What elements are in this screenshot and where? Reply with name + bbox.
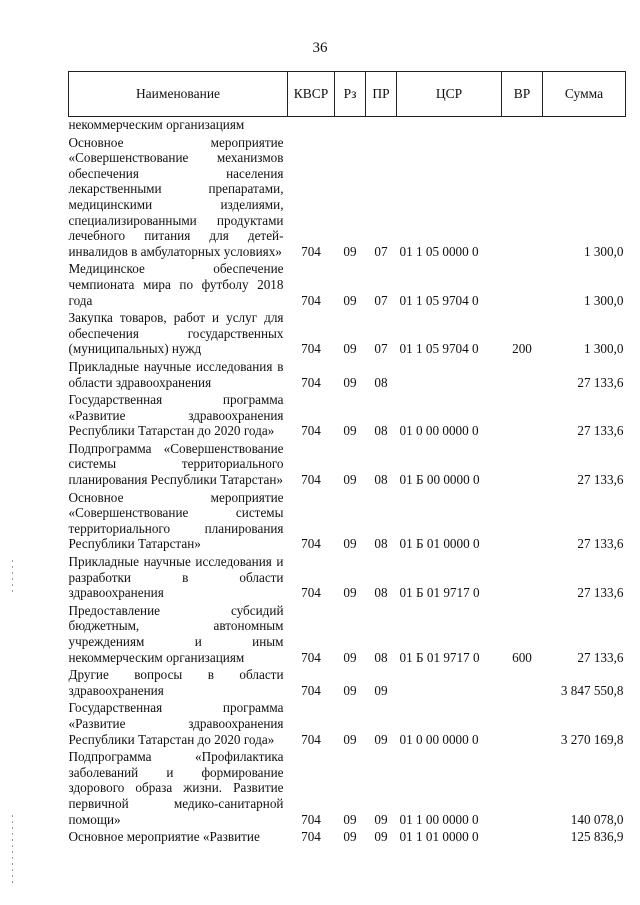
cell-kvsr: 704 [301,472,321,488]
cell-pr: 07 [374,292,388,308]
cell-vr [502,552,543,601]
cell-name: Медицинское обеспечение чемпионата мира по футболу 2018 года [68,261,284,308]
table-row [69,488,626,552]
cell-csr [397,357,502,390]
table-row [69,133,626,260]
cell-csr: 01 1 01 0000 0 [399,829,479,845]
cell-rz: 09 [343,649,357,665]
cell-kvsr: 704 [301,585,321,601]
cell-csr: 01 Б 01 0000 0 [399,536,480,552]
table-body [69,117,626,845]
cell-name: некоммерческим организациям [68,117,245,132]
cell-pr: 08 [374,585,388,601]
header-pr: ПР [366,72,397,117]
cell-kvsr: 704 [301,682,321,698]
cell-csr: 01 0 00 0000 0 [399,731,479,747]
header-csr: ЦСР [397,72,502,117]
cell-name: Прикладные научные исследования и разработки в области здравоохранения [68,554,284,601]
cell-rz: 09 [343,374,357,390]
page-number: 36 [312,40,328,56]
cell-name: Предоставление субсидий бюджетным, автономным учреждениям и иным некоммерческим организациям [68,602,284,665]
cell-rz: 09 [343,731,357,747]
header-rz: Рз [335,72,366,117]
cell-rz: 09 [343,341,357,357]
cell-rz: 09 [343,585,357,601]
cell-csr: 01 Б 01 9717 0 [399,649,480,665]
cell-pr: 08 [374,423,388,439]
cell-kvsr: 704 [301,374,321,390]
cell-vr [502,390,543,439]
cell-kvsr: 704 [301,536,321,552]
cell-sum: 27 133,6 [577,585,624,601]
cell-sum: 27 133,6 [577,649,624,665]
cell-pr: 09 [374,682,388,698]
cell-kvsr: 704 [301,292,321,308]
header-vr: ВР [502,72,543,117]
cell-name: Прикладные научные исследования в области здравоохранения [68,358,284,390]
cell-vr [502,439,543,488]
cell-rz: 09 [343,829,357,845]
cell-pr: 07 [374,243,388,259]
budget-table [68,71,626,845]
cell-vr [502,133,543,260]
header-kvsr: КВСР [288,72,335,117]
cell-vr [502,747,543,827]
cell-vr [502,698,543,747]
cell-sum: 27 133,6 [577,536,624,552]
cell-rz: 09 [343,472,357,488]
cell-kvsr: 704 [301,243,321,259]
cell-name: Государственная программа «Развитие здравоохранения Республики Татарстан до 2020 года» [68,392,284,439]
cell-pr [366,117,397,133]
cell-name: Основное мероприятие «Совершенствование системы территориального планирования Республики Татарстан» [68,489,284,552]
cell-kvsr: 704 [301,811,321,827]
cell-vr [502,827,543,845]
cell-pr: 09 [374,731,388,747]
cell-kvsr: 704 [301,341,321,357]
cell-pr: 08 [374,374,388,390]
table-row [69,117,626,133]
cell-name: Закупка товаров, работ и услуг для обеспечения государственных (муниципальных) нужд [68,310,284,357]
table-row [69,308,626,357]
cell-pr: 09 [374,829,388,845]
cell-csr: 01 1 05 0000 0 [399,243,479,259]
cell-vr [502,488,543,552]
cell-rz: 09 [343,423,357,439]
cell-sum: 1 300,0 [583,341,624,357]
cell-kvsr: 704 [301,423,321,439]
cell-csr [397,117,502,133]
table-row [69,439,626,488]
table-row [69,357,626,390]
cell-pr: 08 [374,536,388,552]
cell-csr: 01 1 05 9704 0 [399,292,479,308]
table-header [69,72,626,117]
cell-vr [502,357,543,390]
cell-rz: 09 [343,292,357,308]
cell-sum: 27 133,6 [577,472,624,488]
cell-sum: 1 300,0 [583,292,624,308]
cell-name: Государственная программа «Развитие здравоохранения Республики Татарстан до 2020 года» [68,700,284,747]
table-row [69,390,626,439]
cell-sum [543,117,626,133]
cell-kvsr [288,117,335,133]
header-sum: Сумма [543,72,626,117]
cell-pr: 07 [374,341,388,357]
cell-sum: 140 078,0 [570,811,624,827]
cell-csr: 01 Б 00 0000 0 [399,472,480,488]
cell-sum: 1 300,0 [583,243,624,259]
cell-name: Подпрограмма «Профилактика заболеваний и формирование здорового образа жизни. Развитие первичной медико-санитарной помощи» [68,749,284,827]
table-row [69,259,626,308]
cell-name: Подпрограмма «Совершенствование системы территориального планирования Республики Татарстан» [68,440,284,488]
table-row [69,698,626,747]
cell-rz: 09 [343,536,357,552]
cell-vr [502,665,543,698]
scan-margin-marks [12,560,14,596]
cell-csr: 01 1 00 0000 0 [399,811,479,827]
cell-sum: 27 133,6 [577,374,624,390]
cell-pr: 08 [374,472,388,488]
cell-kvsr: 704 [301,649,321,665]
cell-pr: 09 [374,811,388,827]
cell-rz: 09 [343,682,357,698]
cell-vr: 200 [512,341,532,357]
cell-sum: 3 270 169,8 [560,731,624,747]
cell-csr: 01 1 05 9704 0 [399,341,479,357]
cell-sum: 125 836,9 [570,829,624,845]
cell-rz: 09 [343,811,357,827]
cell-name: Основное мероприятие «Развитие [68,829,260,845]
cell-csr: 01 Б 01 9717 0 [399,585,480,601]
header-name: Наименование [69,72,288,117]
cell-name: Основное мероприятие «Совершенствование механизмов обеспечения населения лекарственными препаратами, медицинскими изделиями, специализированными продуктами лечебного питания для детей-инвалидов в амбулаторных условиях» [68,134,284,259]
cell-csr: 01 0 00 0000 0 [399,423,479,439]
table-row [69,747,626,827]
cell-vr [502,259,543,308]
cell-csr [397,665,502,698]
cell-sum: 3 847 550,8 [560,682,624,698]
table-row [69,552,626,601]
cell-name: Другие вопросы в области здравоохранения [68,667,284,698]
cell-sum: 27 133,6 [577,423,624,439]
cell-vr: 600 [512,649,532,665]
cell-kvsr: 704 [301,731,321,747]
table-row [69,827,626,845]
table-row [69,665,626,698]
cell-pr: 08 [374,649,388,665]
cell-kvsr: 704 [301,829,321,845]
table-row [69,601,626,665]
cell-vr [502,117,543,133]
cell-rz: 09 [343,243,357,259]
cell-rz [335,117,366,133]
scan-margin-marks [12,815,14,887]
